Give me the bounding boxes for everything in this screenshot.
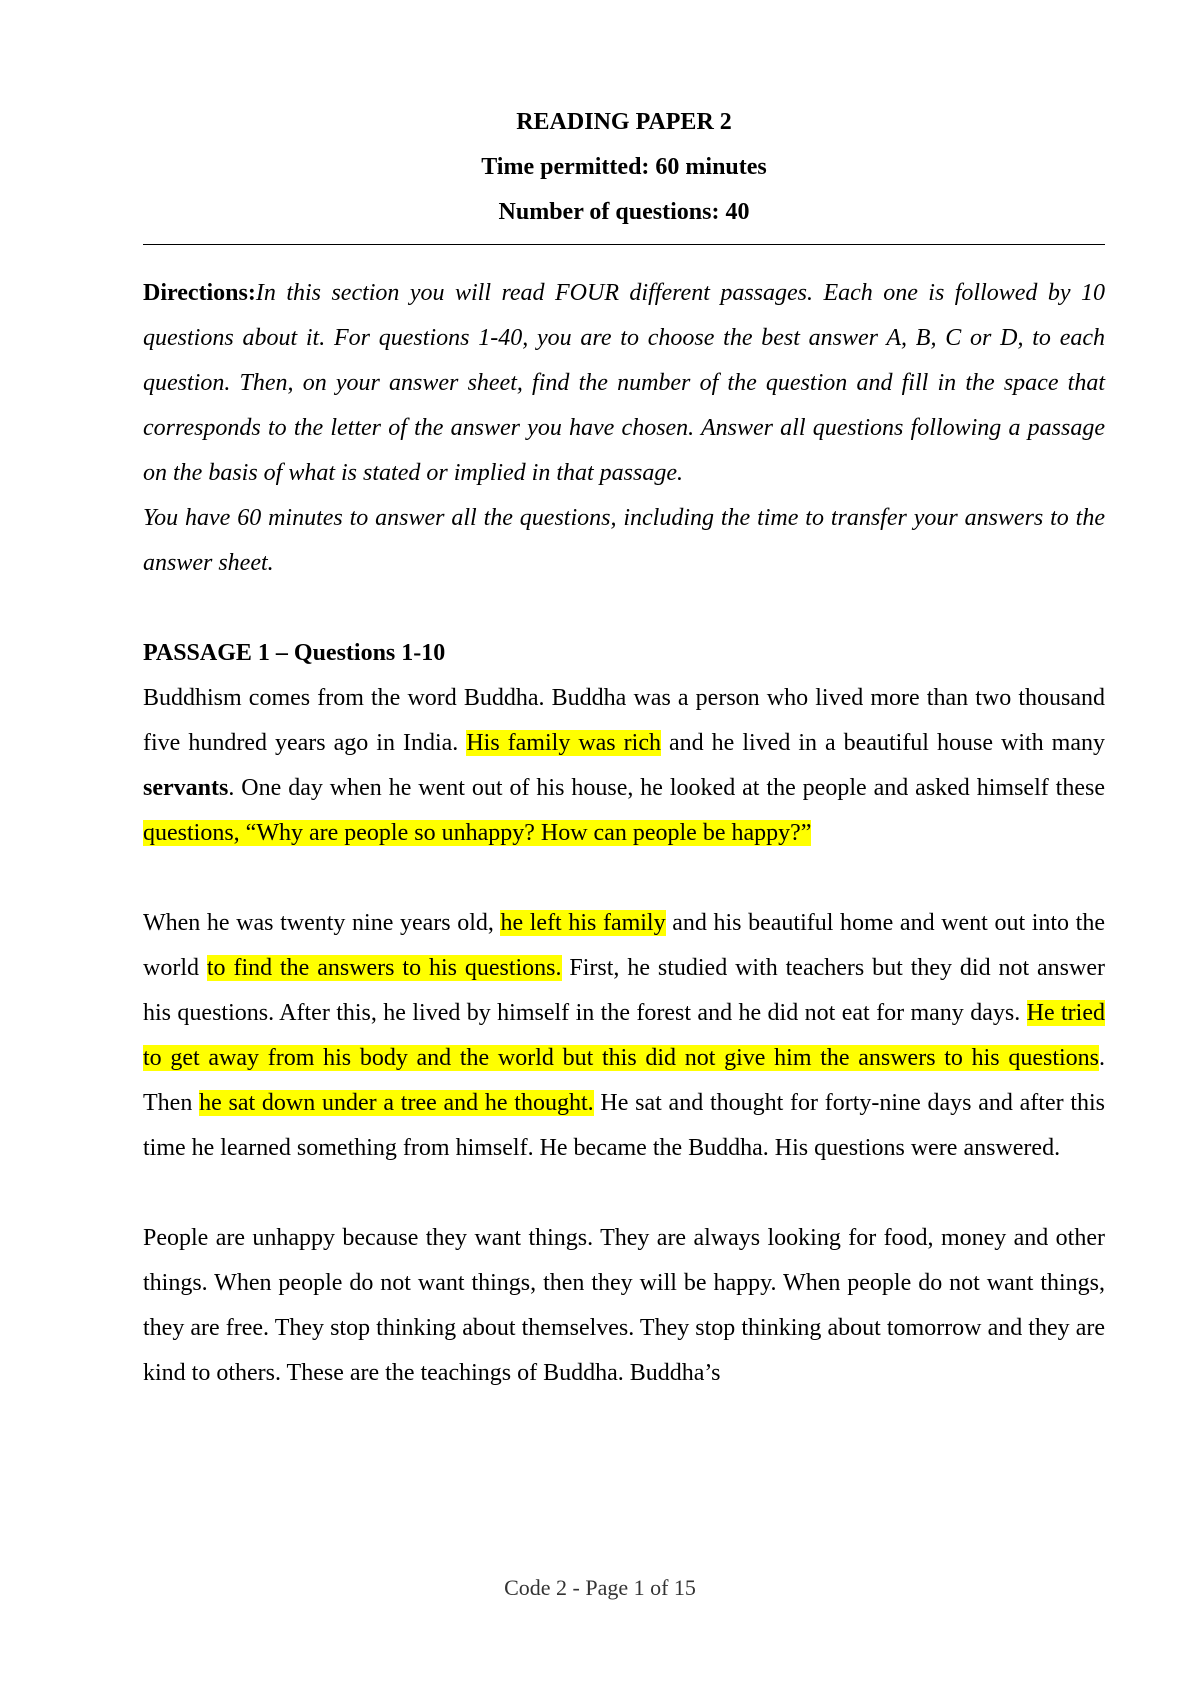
spacer bbox=[143, 856, 1105, 901]
passage-text: When he was twenty nine years old, bbox=[143, 910, 501, 936]
directions-time-text: You have 60 minutes to answer all the questions, including the time to transfer your answers to the answer sheet. bbox=[143, 505, 1105, 576]
highlighted-text: he left his family bbox=[500, 910, 666, 936]
time-permitted: Time permitted: 60 minutes bbox=[481, 154, 767, 180]
passage-paragraph-3: People are unhappy because they want things. They are always looking for food, money and other things. When people do not want things, then they will be happy. When people do not want things, they are free. They stop thinking about themselves. They stop thinking about tomorrow and they are kind to others. These are the teachings of Buddha. Buddha’s bbox=[143, 1225, 1105, 1386]
passage-text: First, he studied with teachers but they did not answer his questions. After this, he lived by himself in the forest and he did not eat for many days. bbox=[143, 955, 1105, 1026]
spacer bbox=[143, 586, 1105, 631]
passage-heading: PASSAGE 1 – Questions 1-10 bbox=[143, 640, 446, 666]
document-page bbox=[143, 100, 1105, 1396]
directions-paragraph bbox=[143, 271, 1105, 496]
directions-text: In this section you will read FOUR different passages. Each one is followed by 10 questions about it. For questions 1-40, you are to choose the best answer A, B, C or D, to each question. Then, on your answer sheet, find the number of the question and fill in the space that corresponds to the letter of the answer you have chosen. Answer all questions following a passage on the basis of what is stated or implied in that passage. bbox=[143, 280, 1105, 486]
passage-text: . Then bbox=[143, 1045, 1105, 1116]
directions-time-note bbox=[143, 496, 1105, 586]
paper-title: READING PAPER 2 bbox=[516, 109, 732, 135]
highlighted-text: His family was rich bbox=[466, 730, 661, 756]
highlighted-text: He tried to get away from his body and the world but this did not give him the answers to his questions bbox=[143, 1000, 1105, 1071]
passage-text: . One day when he went out of his house, he looked at the people and asked himself these bbox=[228, 775, 1105, 801]
highlighted-text: questions, “Why are people so unhappy? How can people be happy?” bbox=[143, 820, 812, 846]
document-header bbox=[143, 100, 1105, 235]
directions-label: Directions: bbox=[143, 280, 256, 306]
passage-text: Buddhism comes from the word Buddha. Buddha was a person who lived more than two thousand five hundred years ago in India. bbox=[143, 685, 1105, 756]
spacer bbox=[143, 1171, 1105, 1216]
passage-text: He sat and thought for forty-nine days and after this time he learned something from himself. He became the Buddha. His questions were answered. bbox=[143, 1090, 1106, 1161]
bold-word: servants bbox=[143, 775, 229, 801]
highlighted-text: to find the answers to his questions. bbox=[206, 955, 562, 981]
passage-text: and his beautiful home and went out into the world bbox=[143, 910, 1105, 981]
passage-paragraph-1 bbox=[143, 676, 1105, 856]
header-divider bbox=[143, 244, 1105, 245]
passage-paragraph-2 bbox=[143, 901, 1105, 1171]
highlighted-text: he sat down under a tree and he thought. bbox=[199, 1090, 594, 1116]
question-count: Number of questions: 40 bbox=[498, 199, 750, 225]
passage-text: and he lived in a beautiful house with many bbox=[660, 730, 1105, 756]
page-footer: Code 2 - Page 1 of 15 bbox=[504, 1575, 696, 1600]
